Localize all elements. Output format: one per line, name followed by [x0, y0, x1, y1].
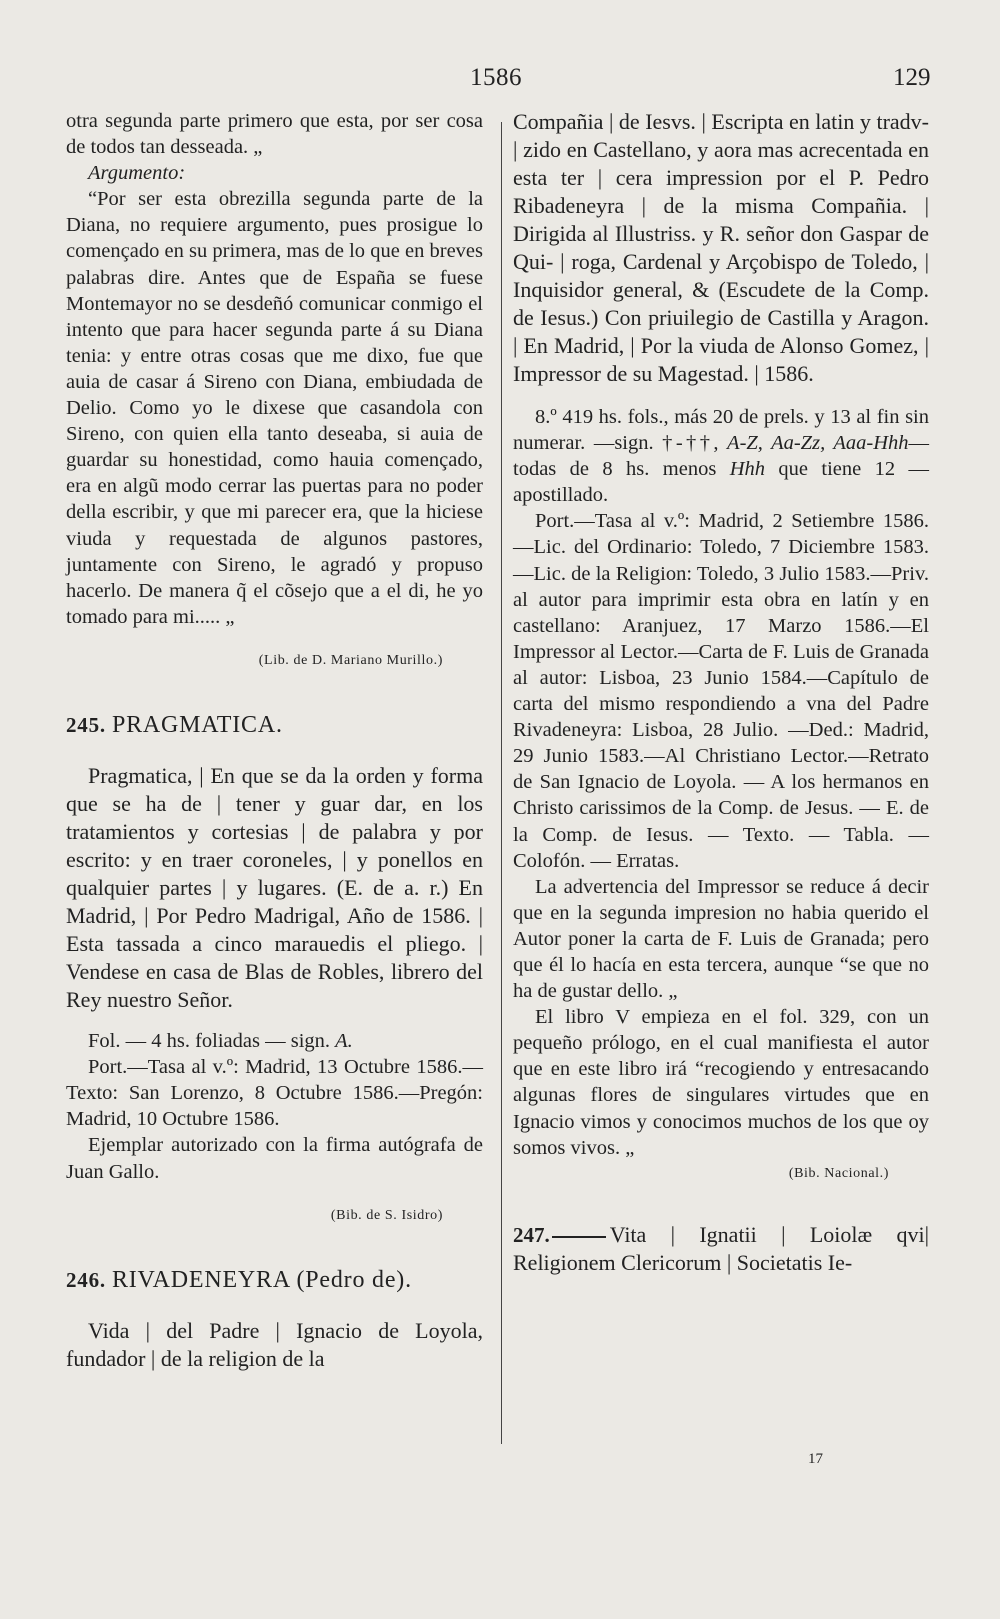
signature-mark: 17 — [808, 1451, 823, 1467]
signature-text: Hhh — [729, 458, 765, 481]
entry-245-heading — [66, 712, 483, 738]
collation-text: Fol. — 4 hs. foliadas — sign. — [88, 1030, 336, 1053]
entry-246-heading — [66, 1267, 483, 1293]
collation-text: 8.º 419 hs. fols., más 20 de prels. y 13 al fin sin numerar. —sign. †-††, — [513, 406, 929, 455]
entry-title: PRAGMATICA. — [111, 711, 283, 738]
left-column — [66, 108, 483, 1373]
entry-247 — [513, 1221, 929, 1277]
entry-title: Vita | Ignatii | Loiolæ qvi| Religionem Clericorum | Societatis Ie- — [513, 1221, 929, 1275]
page-number: 129 — [893, 64, 931, 91]
source-note: (Bib. de S. Isidro) — [330, 1207, 443, 1223]
entry-246-title: Vida | del Padre | Ignacio de Loyola, fundador | de la religion de la — [66, 1317, 483, 1371]
entry-246-title-cont: Compañia | de Iesvs. | Escripta en latin y tradv- | zido en Castellano, y aora mas acrecentada en esta ter | cera impression por el P. Pedro Ribadeneyra | de la misma Compañia. | Dirigida al Illustriss. y R. señor don Gaspar de Qui- | roga, Cardenal y Arçobispo de Toledo, | Inquisidor general, & (Escudete de la Comp. de Iesus.) Con priuilegio de Castilla y Aragon. | En Madrid, | Por la viuda de Alonso Gomez, | Impressor de su Magestad. | 1586. — [513, 109, 929, 386]
entry-246-advertencia: La advertencia del Impressor se reduce á decir que en la segunda impresion no habia querido el Autor poner la carta de F. Luis de Granada; pero que él lo hacía en esta tercera, aunque “se que no ha de gustar dello. „ — [513, 875, 929, 1003]
entry-number: 246. — [66, 1267, 106, 1292]
column-divider — [501, 122, 502, 1444]
entry-246-port: Port.—Tasa al v.º: Madrid, 2 Setiembre 1586.—Lic. del Ordinario: Toledo, 7 Diciembre 1583.—Lic. de la Religion: Toledo, 3 Julio 1583.—Priv. al autor para imprimir esta obra en latín y en castellano: Aranjuez, 17 Marzo 1586.—El Impressor al Lector.—Carta de F. Luis de Granada al autor: Lisboa, 23 Junio 1584.—Capítulo de carta del mismo respondiendo a vna del Padre Rivadeneyra: Lisboa, 28 Julio. —Ded.: Madrid, 29 Junio 1583.—Al Christiano Lector.—Retrato de San Ignacio de Loyola. — A los hermanos en Christo carissimos de la Comp. de Jesus. — E. de la Comp. de Iesus. — Texto. — Tabla. — Colofón. — Erratas. — [513, 510, 929, 872]
source-note: (Lib. de D. Mariano Murillo.) — [258, 652, 443, 668]
right-column — [513, 108, 929, 1277]
collation-text: que tiene 12 — apostillado. — [513, 458, 929, 507]
argumento-text: “Por ser esta obrezilla segunda parte de la Diana, no requiere argumento, pues prosigue lo començado en su primera, mas de lo que en breves palabras dire. Antes que de España se fuese Montemayor no se desdeñó comunicar conmigo el intento que para hacer segunda parte á su Diana tenia: y entre otras cosas que me dixo, fue que auia de casar á Sireno con Diana, embiudada de Delio. Como yo le dixese que casandola con Sireno, con quien ella tanto deseaba, si auia de guardar su honestidad, como hauia començado, era en algũ modo cerrar las puertas para no poder della escribir, y que mi parecer era, que la hiciese viuda y requestada de algunos pastores, juntamente con Sireno, le agradó y propuso hacerlo. De manera q̃ el cõsejo que a el di, he yo tomado para mi..... „ — [66, 188, 483, 628]
entry-title: RIVADENEYRA (Pedro de). — [111, 1266, 412, 1293]
collation-text: —todas de 8 hs. menos — [513, 432, 930, 481]
entry-246-collation — [513, 404, 929, 508]
source-note: (Bib. Nacional.) — [788, 1165, 889, 1181]
entry-246-libro-v: El libro V empieza en el fol. 329, con un pequeño prólogo, en el cual manifiesta el autor que en este libro irá “recogiendo y entresacando algunas flores de singulares virtudes que en Ignacio vimos y conocimos muchos de los que oy somos vivos. „ — [513, 1006, 929, 1159]
signature-text: A-Z, Aa-Zz, Aaa-Hhh — [727, 432, 909, 455]
running-head-year: 1586 — [470, 64, 522, 91]
continued-text: otra segunda parte primero que esta, por ser cosa de todos tan desseada. „ — [66, 110, 483, 159]
entry-number: 247. — [513, 1222, 550, 1247]
entry-245-collation — [66, 1028, 483, 1054]
entry-245-title: Pragmatica, | En que se da la orden y forma que se ha de | tener y guar dar, en los tratamientos y cortesias | de palabra y por escrito: y en traer coroneles, | y ponellos en qualquier partes | y lugares. (E. de a. r.) En Madrid, | Por Pedro Madrigal, Año de 1586. | Esta tassada a cinco marauedis el pliego. | Vendese en casa de Blas de Robles, librero del Rey nuestro Señor. — [66, 763, 483, 1013]
repeated-author-rule — [552, 1236, 606, 1238]
entry-number: 245. — [66, 712, 106, 737]
running-header — [0, 60, 1000, 100]
argumento-label: Argumento: — [88, 162, 186, 185]
entry-245-ejemplar: Ejemplar autorizado con la firma autógrafa de Juan Gallo. — [66, 1134, 483, 1183]
signature-text: A. — [335, 1030, 353, 1053]
entry-245-port: Port.—Tasa al v.º: Madrid, 13 Octubre 1586.—Texto: San Lorenzo, 8 Octubre 1586.—Pregón: Madrid, 10 Octubre 1586. — [66, 1056, 483, 1131]
